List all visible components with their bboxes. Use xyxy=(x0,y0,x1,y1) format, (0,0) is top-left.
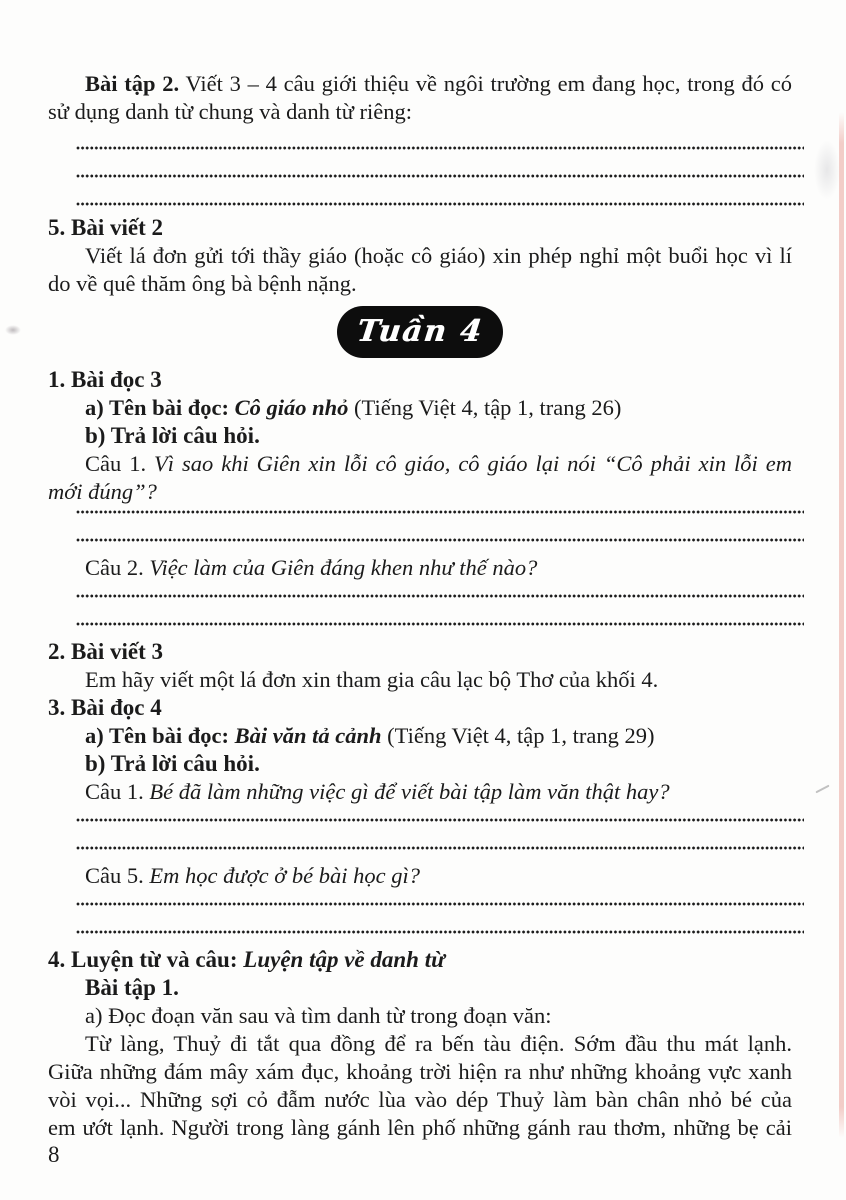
scan-artifact-blob xyxy=(814,140,840,200)
answer-dotted-line xyxy=(48,610,792,638)
reading-title-label: a) Tên bài đọc: xyxy=(85,395,235,420)
section3-item-b: b) Trả lời câu hỏi. xyxy=(85,751,260,776)
section3-question1 xyxy=(48,778,792,806)
section4-heading-title: Luyện tập về danh từ xyxy=(243,947,445,972)
section5-line2: do về quê thăm ông bà bệnh nặng. xyxy=(48,271,357,296)
section2-heading: 2. Bài viết 3 xyxy=(48,639,163,664)
question-text: Vì sao khi Giên xin lỗi cô giáo, cô giáo lại nói “Cô phải xin lỗi em xyxy=(154,451,792,476)
passage-line4: em ướt lạnh. Người trong làng gánh lên phố những gánh rau thơm, những bẹ cải xyxy=(48,1115,792,1140)
answer-dotted-line xyxy=(48,806,792,834)
exercise2-line1 xyxy=(48,70,792,98)
answer-dotted-line xyxy=(48,162,792,190)
section1-heading: 1. Bài đọc 3 xyxy=(48,367,162,392)
week-badge xyxy=(337,306,503,358)
passage-line2: Giữa những đám mây xám đục, khoảng trời hiện ra như những khoảng vực xanh xyxy=(48,1059,792,1084)
page-number: 8 xyxy=(48,1142,60,1167)
answer-dotted-line xyxy=(48,498,792,526)
answer-dotted-line xyxy=(48,834,792,862)
page-content xyxy=(48,62,792,1142)
answer-dotted-line xyxy=(48,890,792,918)
question-label: Câu 1. xyxy=(85,779,150,804)
section1-question1-line2: mới đúng”? xyxy=(48,479,157,504)
answer-dotted-line xyxy=(48,190,792,218)
scan-artifact-smudge xyxy=(5,325,21,335)
section3-heading: 3. Bài đọc 4 xyxy=(48,695,162,720)
passage-line1: Từ làng, Thuỷ đi tắt qua đồng để ra bến tàu điện. Sớm đầu thu mát lạnh. xyxy=(85,1031,792,1056)
reading-title-label: a) Tên bài đọc: xyxy=(85,723,235,748)
section1-question1-line1 xyxy=(48,450,792,478)
section3-item-a xyxy=(48,722,792,750)
section5-line1: Viết lá đơn gửi tới thầy giáo (hoặc cô giáo) xin phép nghỉ một buổi học vì lí xyxy=(85,243,792,268)
exercise2-line2: sử dụng danh từ chung và danh từ riêng: xyxy=(48,99,413,124)
question-label: Câu 2. xyxy=(85,555,150,580)
section1-item-b: b) Trả lời câu hỏi. xyxy=(85,423,260,448)
section1-question2 xyxy=(48,554,792,582)
scan-edge-pink-stripe xyxy=(839,112,844,1138)
exercise2-label: Bài tập 2. xyxy=(85,71,180,96)
question-text: Bé đã làm những việc gì để viết bài tập làm văn thật hay? xyxy=(149,779,670,804)
section4-heading-lead: 4. Luyện từ và câu: xyxy=(48,947,244,972)
passage-line3: vòi vọi... Những sợi cỏ đẫm nước lùa vào dép Thuỷ làm bàn chân nhỏ bé của xyxy=(48,1087,792,1112)
exercise2-text1: Viết 3 – 4 câu giới thiệu về ngôi trường em đang học, trong đó có xyxy=(179,71,793,96)
section4-item-a: a) Đọc đoạn văn sau và tìm danh từ trong đoạn văn: xyxy=(85,1003,552,1028)
question-label: Câu 5. xyxy=(85,863,150,888)
answer-dotted-line xyxy=(48,918,792,946)
reading-title: Cô giáo nhỏ xyxy=(234,395,349,420)
answer-dotted-line xyxy=(48,526,792,554)
section3-question5 xyxy=(48,862,792,890)
week-badge-row xyxy=(48,306,792,358)
reading-reference: (Tiếng Việt 4, tập 1, trang 26) xyxy=(348,395,622,420)
reading-reference: (Tiếng Việt 4, tập 1, trang 29) xyxy=(381,723,655,748)
question-label: Câu 1. xyxy=(85,451,155,476)
section2-body: Em hãy viết một lá đơn xin tham gia câu lạc bộ Thơ của khối 4. xyxy=(85,667,659,692)
answer-dotted-line xyxy=(48,582,792,610)
week-badge-label: Tuần 4 xyxy=(354,314,486,349)
section4-sub-heading: Bài tập 1. xyxy=(85,975,179,1000)
section1-item-a xyxy=(48,394,792,422)
question-text: Việc làm của Giên đáng khen như thế nào? xyxy=(149,555,538,580)
scan-artifact-pencil-tick xyxy=(815,785,829,794)
question-text: Em học được ở bé bài học gì? xyxy=(149,863,420,888)
section5-heading: 5. Bài viết 2 xyxy=(48,215,163,240)
section4-heading xyxy=(48,946,792,974)
reading-title: Bài văn tả cảnh xyxy=(234,723,382,748)
answer-dotted-line xyxy=(48,134,792,162)
